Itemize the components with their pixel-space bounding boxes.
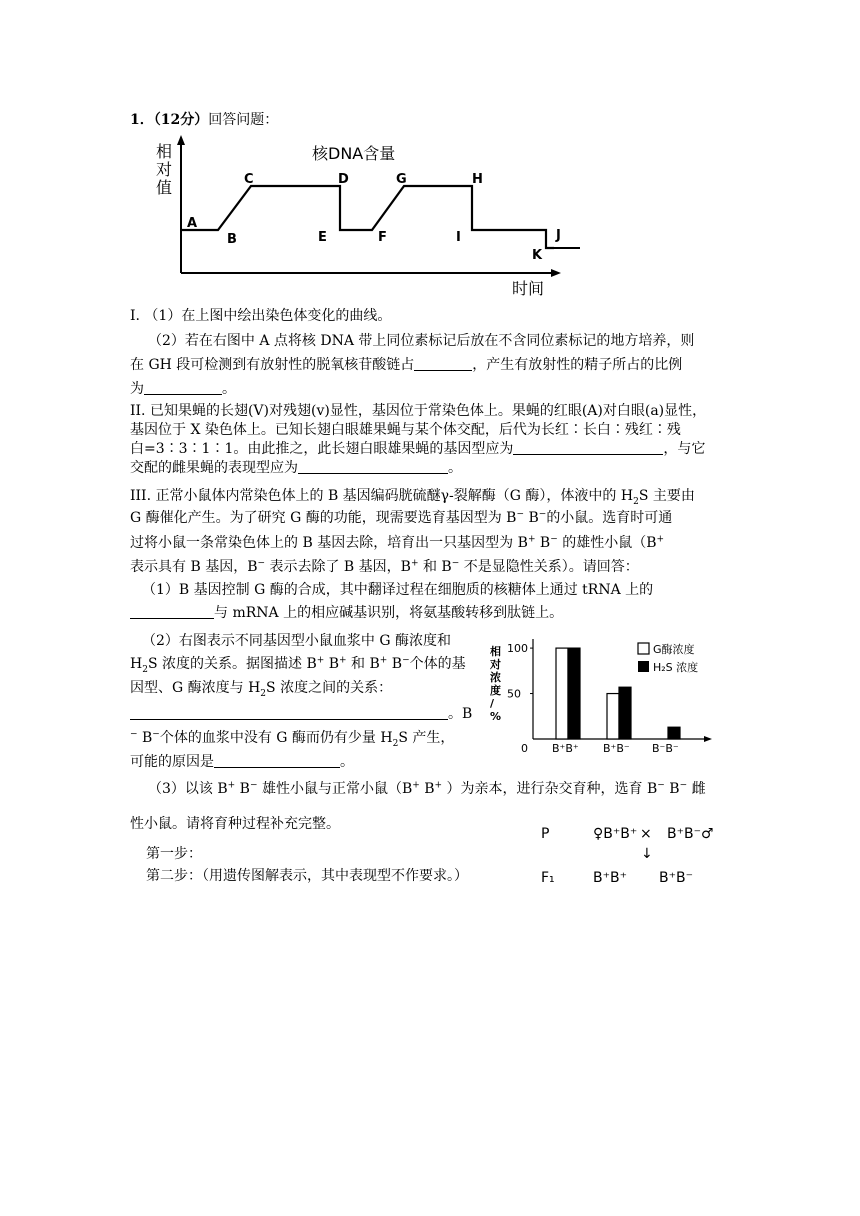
- part3-line1b: S 主要由: [638, 488, 695, 504]
- point-label-b: B: [227, 232, 237, 247]
- bar-ylabel-char: 相: [490, 645, 501, 658]
- step-two: 第二步：（用遗传图解表示，其中表现型不作要求。）: [146, 868, 468, 884]
- q2-text: S 浓度之间的关系：: [266, 680, 393, 696]
- q3-text: B: [419, 781, 435, 797]
- q3-text: B: [664, 781, 680, 797]
- superscript-minus: −: [516, 509, 525, 520]
- part3-line4b: 表示去除了 B 基因，B: [265, 559, 411, 575]
- bar-ylabel-char: 浓: [490, 671, 501, 684]
- q2-text: B: [137, 730, 153, 746]
- point-label-i: I: [456, 230, 461, 245]
- subscript: 2: [260, 688, 267, 699]
- part2-line3a: 白=3∶3∶1∶1。由此推之，此长翅白眼雄果蝇的基因型应为: [130, 441, 514, 457]
- part3-q2-line5: [130, 728, 454, 748]
- step-one: 第一步：: [146, 846, 202, 862]
- point-label-d: D: [338, 172, 349, 187]
- part2-line2: 基因位于 X 染色体上。已知长翅白眼雄果蝇与某个体交配，后代为长红∶长白∶残红∶残: [130, 422, 681, 438]
- q2-text: 。B: [448, 706, 473, 722]
- part1-line3a: 在 GH 段可检测到有放射性的脱氧核苷酸链占: [130, 357, 415, 373]
- part1-line4: [130, 379, 236, 399]
- q2-text: S 浓度的关系。据图描述 B: [147, 656, 317, 672]
- dna-chart-title: 核DNA含量: [312, 144, 396, 163]
- bar-ylabel-char: /: [490, 697, 495, 710]
- part1-line3b: ，产生有放射性的精子所占的比例: [472, 357, 683, 373]
- part3-q2-line3: [130, 678, 392, 698]
- q2-text: 可能的原因是: [130, 754, 214, 770]
- bar-g-enzyme-2: [607, 694, 619, 739]
- dna-xlabel: 时间: [512, 279, 545, 298]
- part3-q3-line2: 性小鼠。请将育种过程补充完整。: [130, 816, 340, 832]
- part3-line4d: 不是显隐性关系）。请回答：: [459, 559, 639, 575]
- superscript-minus: −: [550, 534, 558, 545]
- point-label-h: H: [472, 172, 483, 187]
- cross-p-label: P: [541, 826, 550, 842]
- point-label-f: F: [378, 230, 387, 245]
- part3-line3c: 的雄性小鼠（B: [557, 535, 657, 551]
- q3-text: 雌: [687, 781, 706, 797]
- part3-line4: [130, 557, 639, 577]
- superscript-minus: −: [451, 558, 460, 569]
- bar-ylabel: [489, 644, 501, 723]
- part1-line2: （2）若在右图中 A 点将核 DNA 带上同位素标记后放在不含同位素标记的地方培养，则: [148, 333, 695, 349]
- q2-text: H: [130, 656, 143, 672]
- bar-y-tick-label: 50: [507, 687, 521, 701]
- q2-text: B: [324, 656, 340, 672]
- point-label-c: C: [244, 172, 254, 187]
- part3-q2-line1: （2）右图表示不同基因型小鼠血浆中 G 酶浓度和: [142, 633, 451, 649]
- part3-line2a: G 酶催化产生。为了研究 G 酶的功能，现需要选育基因型为 B: [130, 510, 517, 526]
- part2-line4b: 。: [448, 460, 462, 476]
- superscript-plus: +: [339, 655, 347, 666]
- superscript-plus: +: [227, 780, 236, 791]
- q2-text: 和 B: [346, 656, 380, 672]
- bar-h2s-3: [668, 727, 680, 739]
- q2-text: 因型、G 酶浓度与 H: [130, 680, 261, 696]
- dna-content-chart: [150, 133, 590, 303]
- part1-line4a: 为: [130, 381, 144, 397]
- bar-g-enzyme-1: [556, 648, 568, 739]
- part3-line3a: 过将小鼠一条常染色体上的 B 基因去除，培育出一只基因型为 B: [130, 535, 528, 551]
- point-label-g: G: [396, 172, 407, 187]
- enzyme-bar-chart: [488, 633, 728, 758]
- cross-male: B⁺B⁻♂: [667, 826, 714, 842]
- part2-line3: [130, 439, 705, 459]
- cross-times: ×: [640, 826, 652, 842]
- bar-y-tick-label: 100: [507, 642, 528, 656]
- bar-y-ticks: [507, 642, 533, 755]
- subscript: 2: [142, 664, 148, 675]
- dna-curve: [181, 186, 554, 248]
- cross-diagram: [535, 818, 735, 890]
- part2-line4: [130, 458, 462, 478]
- cross-f1-b: B⁺B⁻: [659, 870, 693, 886]
- superscript-plus: +: [656, 534, 665, 545]
- superscript-minus: −: [130, 729, 138, 740]
- part3-line3: [130, 533, 664, 553]
- legend-swatch-g-enzyme: [638, 643, 649, 654]
- q2-text: S 产生，: [398, 730, 455, 746]
- answer-blank-anticodon[interactable]: [130, 604, 214, 619]
- bar-ylabel-char: %: [490, 710, 502, 723]
- cross-f1-label: F₁: [541, 870, 555, 886]
- bar-x-tick-label: B⁺B⁺: [552, 742, 579, 755]
- dna-ylabel-2: 对: [156, 160, 173, 179]
- superscript-minus: −: [152, 729, 160, 740]
- question-number: 1．: [130, 112, 154, 128]
- point-label-a: A: [187, 216, 198, 231]
- subscript: 2: [392, 738, 399, 749]
- q2-text: 。: [340, 754, 354, 770]
- q2-text: B: [387, 656, 403, 672]
- legend-g-enzyme: G酶浓度: [653, 643, 695, 656]
- bar-ylabel-char: 对: [490, 658, 501, 671]
- part3-line3b: B: [535, 535, 551, 551]
- point-label-k: K: [532, 248, 543, 263]
- q2-text: 个体的基: [409, 656, 466, 672]
- part3-q3-line1: [148, 779, 706, 799]
- answer-blank-relationship[interactable]: [130, 705, 448, 720]
- superscript-minus: −: [538, 509, 547, 520]
- answer-blank-reason[interactable]: [214, 753, 340, 768]
- part2-line1: II. 已知果蝇的长翅(V)对残翅(v)显性，基因位于常染色体上。果蝇的红眼(A)对白眼(a)显性，: [130, 403, 707, 419]
- part3-line1: [130, 486, 695, 506]
- q3-text: 雄性小鼠与正常小鼠（B: [257, 781, 413, 797]
- superscript-plus: +: [410, 558, 419, 569]
- bar-h2s-1: [568, 648, 580, 739]
- point-label-j: J: [556, 228, 561, 243]
- part3-line2c: 的小鼠。选育时可通: [546, 510, 673, 526]
- superscript-minus: −: [402, 655, 410, 666]
- superscript-minus: −: [257, 558, 266, 569]
- part1-line1: I. （1）在上图中绘出染色体变化的曲线。: [130, 308, 392, 324]
- part2-line3b: ，与它: [663, 441, 706, 457]
- legend-h2s: H₂S 浓度: [653, 661, 699, 674]
- part3-q1-line1: （1）B 基因控制 G 酶的合成，其中翻译过程在细胞质的核糖体上通过 tRNA 上的: [142, 582, 654, 598]
- cross-female: ♀B⁺B⁺: [593, 826, 638, 842]
- bar-x-ticks: [552, 742, 679, 755]
- part3-q2-line2: [130, 654, 466, 674]
- bar-x-tick-label: B⁺B⁻: [603, 742, 630, 755]
- part3-q1b: 与 mRNA 上的相应碱基识别，将氨基酸转移到肽链上。: [214, 605, 564, 621]
- superscript-minus: −: [679, 780, 688, 791]
- dna-ylabel-1: 相: [156, 142, 173, 161]
- superscript-plus: +: [412, 780, 420, 791]
- superscript-minus: −: [657, 780, 665, 791]
- part3-q1-line2: [130, 603, 563, 623]
- part3-line4a: 表示具有 B 基因，B: [130, 559, 258, 575]
- subscript: 2: [633, 496, 639, 507]
- superscript-minus: −: [249, 780, 258, 791]
- cross-arrow: ↓: [641, 846, 653, 862]
- answer-blank-genotype[interactable]: [513, 440, 663, 455]
- q3-text: ）为亲本，进行杂交育种，选育 B: [442, 781, 658, 797]
- part3-q2-line6: [130, 752, 354, 772]
- part2-line4a: 交配的雌果蝇的表现型应为: [130, 460, 298, 476]
- part3-line2: [130, 508, 672, 528]
- part1-line4b: 。: [222, 381, 236, 397]
- q2-text: 个体的血浆中没有 G 酶而仍有少量 H: [159, 730, 393, 746]
- q3-text: B: [235, 781, 250, 797]
- q3-text: （3）以该 B: [148, 781, 228, 797]
- question-score: （12分）: [153, 112, 209, 128]
- part1-line3: [130, 355, 682, 375]
- question-header: [130, 110, 278, 130]
- superscript-plus: +: [434, 780, 443, 791]
- superscript-plus: +: [379, 655, 388, 666]
- point-label-e: E: [318, 230, 327, 245]
- legend-swatch-h2s: [638, 661, 649, 672]
- superscript-plus: +: [316, 655, 325, 666]
- bar-h2s-2: [619, 687, 631, 739]
- superscript-plus: +: [527, 534, 536, 545]
- bar-x-tick-label: B⁻B⁻: [652, 742, 679, 755]
- dna-ylabel-3: 值: [156, 178, 173, 197]
- cross-f1-a: B⁺B⁺: [593, 870, 627, 886]
- part3-line2b: B: [524, 510, 539, 526]
- question-prompt: 回答问题：: [208, 112, 279, 128]
- answer-blank-sperm-ratio[interactable]: [144, 380, 222, 395]
- bar-ylabel-char: 度: [490, 684, 501, 697]
- bar-y-tick-label: 0: [521, 742, 528, 755]
- part3-q2-line4: [130, 704, 472, 724]
- answer-blank-phenotype[interactable]: [298, 459, 448, 474]
- answer-blank-gh-ratio[interactable]: [414, 356, 472, 371]
- part3-line4c: 和 B: [418, 559, 452, 575]
- part3-line1a: III. 正常小鼠体内常染色体上的 B 基因编码胱硫醚γ-裂解酶（G 酶），体液中的 H: [130, 488, 634, 504]
